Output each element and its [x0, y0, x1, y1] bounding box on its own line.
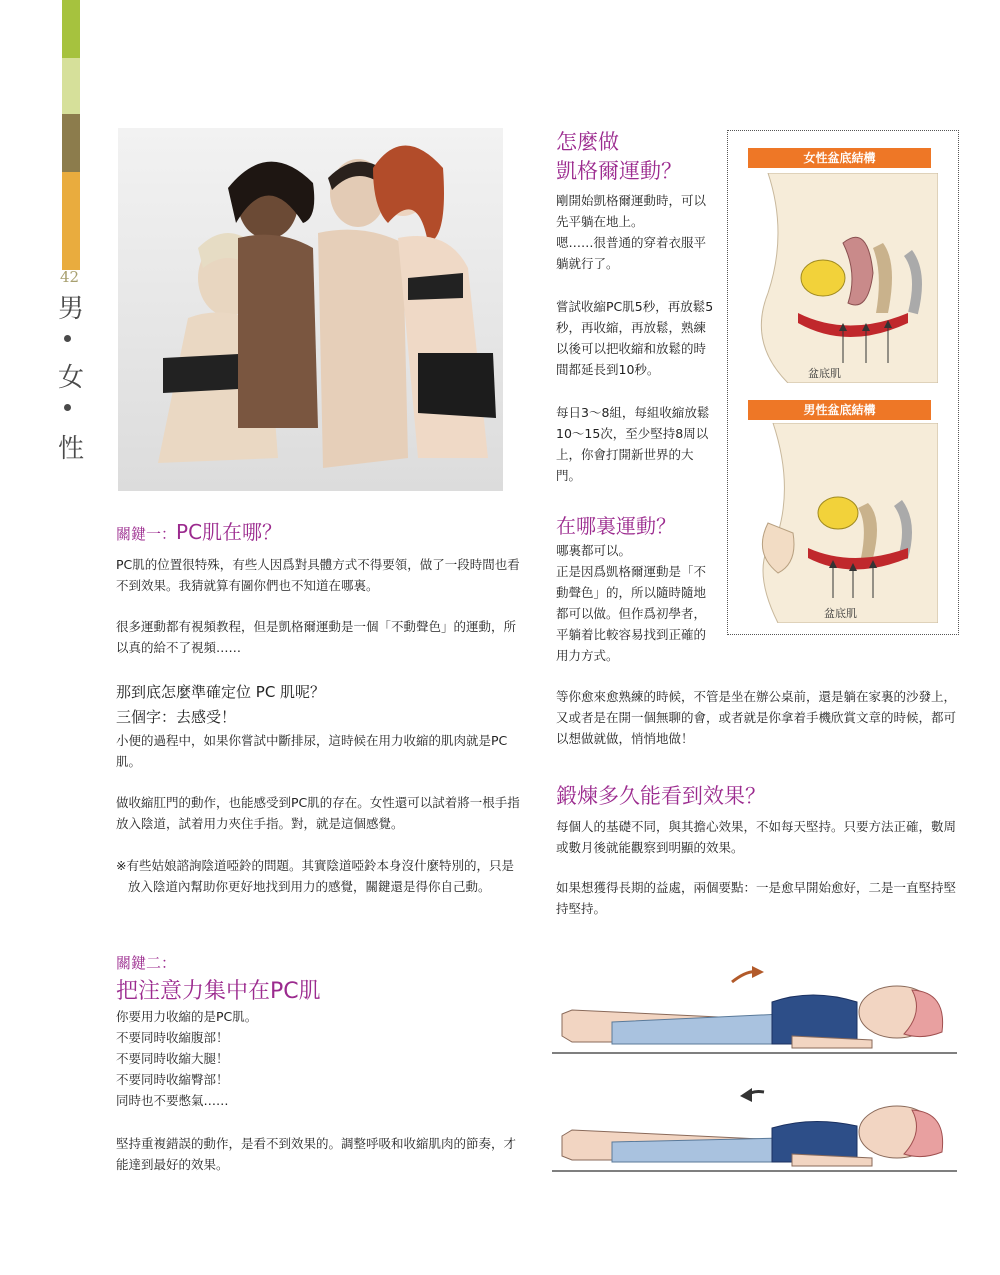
- key1-label: 關鍵一：: [116, 525, 177, 543]
- middle-heading-1: [556, 128, 716, 186]
- right-paragraph-3: 如果想獲得長期的益處，兩個要點：一是愈早開始愈好，二是一直堅持堅持堅持。: [556, 880, 957, 916]
- side-title-char-1: 男: [58, 294, 85, 324]
- left-paragraph-5: 堅持重複錯誤的動作，是看不到效果的。調整呼吸和收縮肌肉的節奏，才能達到最好的效果。: [116, 1136, 517, 1172]
- key2-title: 把注意力集中在PC肌: [116, 979, 321, 1004]
- middle-paragraph-1: 剛開始凱格爾運動時，可以先平躺在地上。: [556, 193, 707, 229]
- left-line: 不要同時收縮大腿！: [116, 1051, 229, 1066]
- color-band-1: [62, 0, 80, 58]
- page-number: 42: [60, 268, 80, 286]
- male-pelvic-caption: 盆底肌: [824, 607, 857, 620]
- left-paragraph-1: PC肌的位置很特殊，有些人因爲對具體方式不得要領，做了一段時間也看不到效果。我猜就算有圖你們也不知道在哪裏。: [116, 557, 520, 593]
- side-title-dot: [64, 335, 71, 342]
- left-lines: [116, 1006, 520, 1111]
- right-paragraph-1: 等你愈來愈熟練的時候，不管是坐在辦公桌前，還是躺在家裏的沙發上，又或者是在開一個無聊的會，或者就是你拿着手機欣賞文章的時候，都可以想做就做，悄悄地做！: [556, 689, 957, 746]
- left-paragraph-3: 小便的過程中，如果你嘗試中斷排尿，這時候在用力收縮的肌肉就是PC肌。: [116, 733, 508, 769]
- side-title-char-2: 女: [58, 363, 85, 393]
- color-band-4: [62, 172, 80, 270]
- color-band-3: [62, 114, 80, 172]
- female-pelvic-diagram: [748, 173, 938, 383]
- female-pelvic-caption: 盆底肌: [808, 367, 841, 380]
- left-line: 不要同時收縮臀部！: [116, 1072, 229, 1087]
- color-band-2: [62, 58, 80, 114]
- left-question-2: 三個字：去感受！: [116, 708, 237, 726]
- middle-paragraph-4: 每日3～8組，每組收縮放鬆10～15次，至少堅持8周以上，你會打開新世界的大門。: [556, 405, 710, 483]
- side-title-dot: [64, 404, 71, 411]
- middle-paragraph-5: 哪裏都可以。: [556, 543, 632, 558]
- male-pelvic-diagram: [748, 423, 938, 623]
- pelvic-diagram-box: [727, 130, 959, 635]
- male-diagram-label: 男性盆底結構: [748, 400, 931, 420]
- left-line: 你要用力收縮的是PC肌。: [116, 1009, 258, 1024]
- right-heading: 鍛煉多久能看到效果？: [556, 784, 766, 808]
- lying-figure-exhale: [552, 1080, 957, 1175]
- left-question-1: 那到底怎麼準確定位 PC 肌呢？: [116, 683, 326, 701]
- key1-heading: [116, 516, 520, 545]
- left-note: ※有些姑娘諮詢陰道啞鈴的問題。其實陰道啞鈴本身沒什麼特別的，只是放入陰道內幫助你更好地找到用力的感覺，關鍵還是得你自己動。: [116, 858, 514, 894]
- middle-heading-1-line1: 怎麼做: [556, 130, 619, 154]
- middle-paragraph-3: 嘗試收縮PC肌5秒，再放鬆5秒，再收縮，再放鬆，熟練以後可以把收縮和放鬆的時間都延長到10秒。: [556, 299, 714, 377]
- lying-figure-inhale: [552, 962, 957, 1057]
- side-title-char-3: 性: [58, 434, 85, 464]
- middle-heading-2: 在哪裏運動？: [556, 514, 676, 538]
- female-diagram-label: 女性盆底結構: [748, 148, 931, 168]
- right-paragraph-2: 每個人的基礎不同，與其擔心效果，不如每天堅持。只要方法正確，數周或數月後就能觀察到明顯的效果。: [556, 819, 957, 855]
- middle-paragraph-6: 正是因爲凱格爾運動是「不動聲色」的，所以隨時隨地都可以做。但作爲初學者，平躺着比較容易找到正確的用力方式。: [556, 564, 707, 663]
- left-paragraph-4: 做收縮肛門的動作，也能感受到PC肌的存在。女性還可以試着將一根手指放入陰道，試着用力夾住手指。對，就是這個感覺。: [116, 795, 520, 831]
- middle-heading-1-line2: 凱格爾運動？: [556, 159, 682, 183]
- left-line: 同時也不要憋氣……: [116, 1093, 229, 1108]
- middle-paragraph-2: 嗯……很普通的穿着衣服平躺就行了。: [556, 235, 707, 271]
- key1-title: PC肌在哪？: [176, 520, 283, 544]
- left-paragraph-2: 很多運動都有視頻教程，但是凱格爾運動是一個「不動聲色」的運動，所以真的給不了視頻……: [116, 619, 517, 655]
- key2-label: 關鍵二：: [116, 954, 177, 972]
- left-line: 不要同時收縮腹部！: [116, 1030, 229, 1045]
- group-photo: [118, 128, 503, 491]
